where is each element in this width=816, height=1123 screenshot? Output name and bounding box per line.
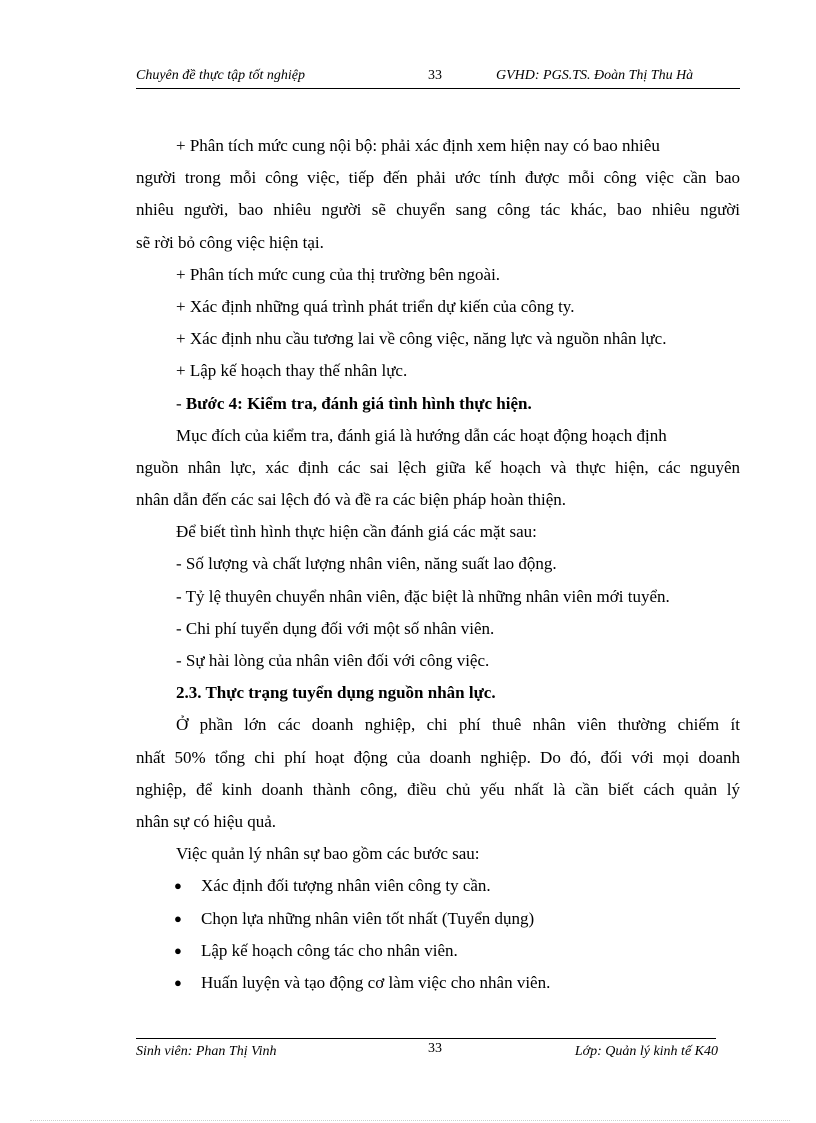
list-item: - Sự hài lòng của nhân viên đối với công việc. (176, 651, 490, 670)
bullet-item (136, 935, 740, 967)
step-heading (136, 388, 740, 420)
paragraph-line: nhiêu người, bao nhiêu người sẽ chuyển sang công tác khác, bao nhiêu người (136, 200, 740, 220)
list-item: - Số lượng và chất lượng nhân viên, năng suất lao động. (176, 554, 557, 574)
paragraph-line: nhất 50% tổng chi phí hoạt động của doanh nghiệp. Do đó, đối với mọi doanh (136, 747, 740, 767)
bullet-text: Chọn lựa những nhân viên tốt nhất (Tuyển dụng) (201, 908, 535, 928)
bullet-text: Xác định đối tượng nhân viên công ty cần. (201, 876, 491, 896)
paragraph-line: Mục đích của kiểm tra, đánh giá là hướng dẫn các hoạt động hoạch định (176, 425, 667, 445)
step-heading-text: Bước 4: Kiểm tra, đánh giá tình hình thực hiện. (185, 393, 532, 413)
document-body (136, 130, 740, 999)
header-advisor: GVHD: PGS.TS. Đoàn Thị Thu Hà (496, 68, 694, 83)
paragraph-line: + Xác định nhu cầu tương lai về công việc, năng lực và nguồn nhân lực. (176, 329, 667, 349)
bullet-icon: ● (174, 878, 182, 894)
bullet-icon: ● (174, 910, 182, 926)
bullet-text: Lập kế hoạch công tác cho nhân viên. (201, 940, 458, 960)
paragraph-line: sẽ rời bỏ công việc hiện tại. (136, 232, 324, 252)
page-bottom-edge (30, 1120, 790, 1121)
paragraph-line: nghiệp, để kinh doanh thành công, điều chủ yếu nhất là cần biết cách quản lý (136, 779, 740, 799)
bullet-icon: ● (174, 942, 182, 958)
header-divider (136, 88, 740, 89)
paragraph-line: + Lập kế hoạch thay thế nhân lực. (176, 361, 408, 381)
paragraph-line: nguồn nhân lực, xác định các sai lệch giữa kế hoạch và thực hiện, các nguyên (136, 457, 740, 477)
paragraph-line: nhân sự có hiệu quả. (136, 811, 276, 831)
paragraph-line: + Phân tích mức cung của thị trường bên ngoài. (176, 264, 501, 284)
paragraph-line: người trong mỗi công việc, tiếp đến phải ước tính được mỗi công việc cần bao (136, 168, 740, 188)
bullet-item (136, 870, 740, 902)
footer-divider (136, 1038, 716, 1039)
step-heading-prefix: - (176, 393, 186, 413)
list-item: - Chi phí tuyển dụng đối với một số nhân viên. (176, 618, 495, 638)
bullet-text: Huấn luyện và tạo động cơ làm việc cho nhân viên. (201, 972, 551, 992)
page-header (136, 66, 740, 88)
page-footer (136, 1040, 740, 1064)
list-item: - Tỷ lệ thuyên chuyển nhân viên, đặc biệt là những nhân viên mới tuyển. (176, 586, 670, 606)
footer-student: Sinh viên: Phan Thị Vinh (136, 1044, 277, 1059)
paragraph-line: Ở phần lớn các doanh nghiệp, chi phí thuê nhân viên thường chiếm ít (176, 715, 740, 735)
section-heading: 2.3. Thực trạng tuyển dụng nguồn nhân lực. (176, 683, 496, 703)
paragraph-line: + Xác định những quá trình phát triển dự kiến của công ty. (176, 296, 575, 316)
paragraph-line: Để biết tình hình thực hiện cần đánh giá các mặt sau: (176, 522, 537, 542)
header-page-number: 33 (428, 68, 442, 83)
bullet-icon: ● (174, 974, 182, 990)
header-title: Chuyên đề thực tập tốt nghiệp (136, 68, 305, 83)
footer-page-number: 33 (428, 1041, 442, 1056)
paragraph-line: nhân dẫn đến các sai lệch đó và đề ra các biện pháp hoàn thiện. (136, 490, 567, 510)
paragraph-line: Việc quản lý nhân sự bao gồm các bước sau: (176, 844, 480, 864)
bullet-item (136, 967, 740, 999)
bullet-item (136, 903, 740, 935)
paragraph-line: + Phân tích mức cung nội bộ: phải xác định xem hiện nay có bao nhiêu (176, 136, 660, 155)
footer-class: Lớp: Quản lý kinh tế K40 (574, 1044, 718, 1059)
